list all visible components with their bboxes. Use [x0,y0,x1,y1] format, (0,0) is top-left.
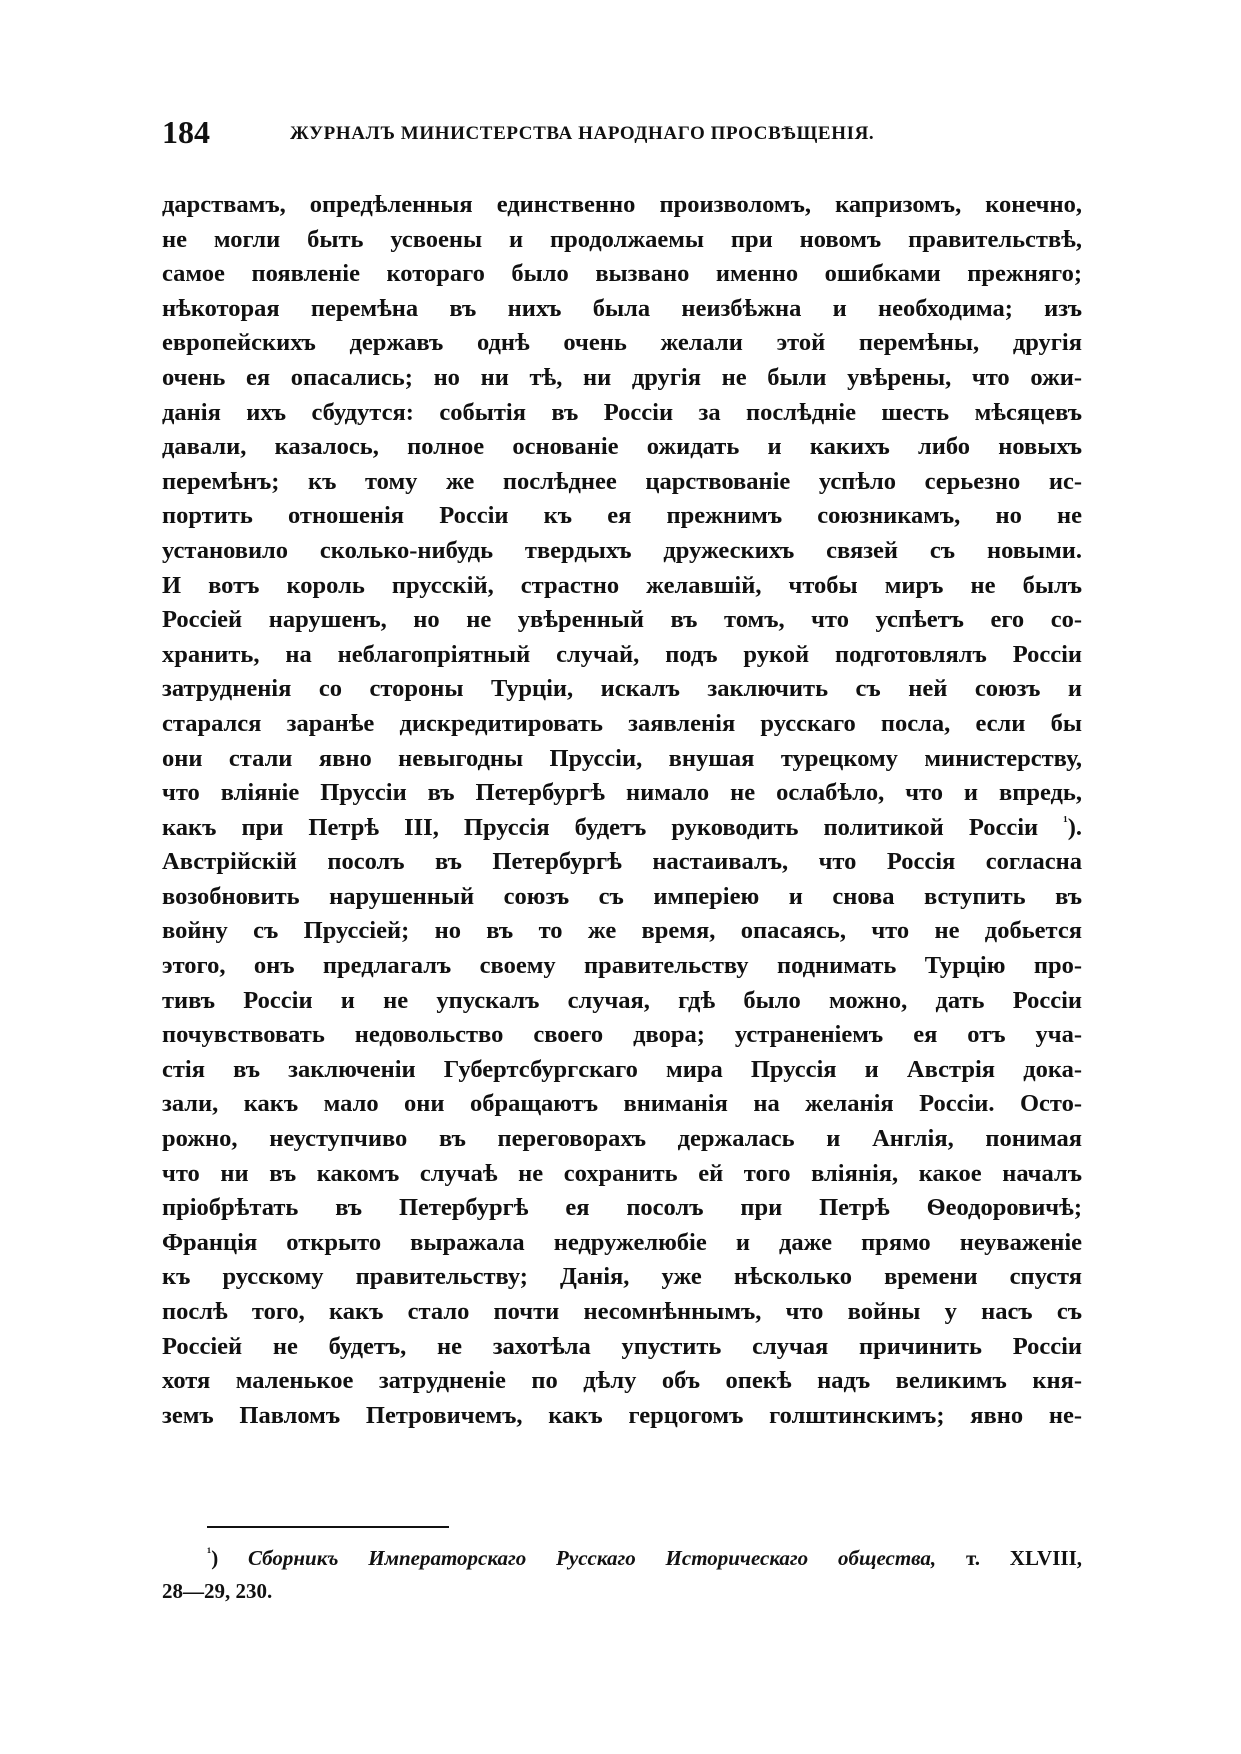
footnote-divider [207,1526,449,1528]
text-line: Австрійскій посолъ въ Петербургѣ настаивалъ, что Россія согласна [162,848,1082,876]
text-line: нѣкоторая перемѣна въ нихъ была неизбѣжна и необходима; изъ [162,294,1082,322]
footnote-volume: т. XLVIII, [966,1546,1082,1570]
running-title: ЖУРНАЛЪ МИНИСТЕРСТВА НАРОДНАГО ПРОСВѢЩЕНІЯ. [290,123,875,144]
footnote-line [207,1542,1082,1575]
text-line: данія ихъ сбудутся: событія въ Россіи за послѣдніе шесть мѣсяцевъ [162,398,1082,426]
footnote-pages: 28—29, 230. [162,1579,273,1603]
footnote-source-title: Сборникъ Императорскаго Русскаго Историческаго общества, [248,1546,937,1570]
text-line: этого, онъ предлагалъ своему правительству поднимать Турцію про- [162,952,1082,980]
text-line: стія въ заключеніи Губертсбургскаго мира Пруссія и Австрія дока- [162,1055,1082,1083]
text-line: не могли быть усвоены и продолжаемы при новомъ правительствѣ, [162,225,1082,253]
text-line: дарствамъ, опредѣленныя единственно произволомъ, капризомъ, конечно, [162,191,1082,218]
page-header [162,112,1082,152]
text-line: къ русскому правительству; Данія, уже нѣсколько времени спустя [162,1263,1082,1291]
text-line: Россіей нарушенъ, но не увѣренный въ томъ, что успѣетъ его со- [162,606,1082,634]
text-line: старался заранѣе дискредитировать заявленія русскаго посла, если бы [162,709,1082,737]
text-line: пріобрѣтать въ Петербургѣ ея посолъ при Петрѣ Ѳеодоровичѣ; [162,1194,1082,1222]
text-line: войну съ Пруссіей; но въ то же время, опасаясь, что не добьется [162,917,1082,945]
text-line: земъ Павломъ Петровичемъ, какъ герцогомъ голштинскимъ; явно не- [162,1401,1082,1429]
text-line: почувствовать недовольство своего двора; устраненіемъ ея отъ уча- [162,1021,1082,1049]
text-line: хранить, на неблагопріятный случай, подъ рукой подготовлялъ Россіи [162,640,1082,668]
text-line: портить отношенія Россіи къ ея прежнимъ союзникамъ, но не [162,502,1082,530]
footnote-mark-tail: ) [211,1546,219,1570]
text-line-with-footnote-ref [162,811,1082,846]
text-line: хотя маленькое затрудненіе по дѣлу объ опекѣ надъ великимъ кня- [162,1367,1082,1395]
text-line: давали, казалось, полное основаніе ожидать и какихъ либо новыхъ [162,433,1082,461]
text-line: зали, какъ мало они обращаютъ вниманія на желанія Россіи. Осто- [162,1090,1082,1118]
footnote [162,1542,1082,1608]
text-line: самое появленіе котораго было вызвано именно ошибками прежняго; [162,260,1082,288]
page-number: 184 [162,114,210,150]
text-line: Россіей не будетъ, не захотѣла упустить случая причинить Россіи [162,1332,1082,1360]
footnote-ref-mark: ¹ [1063,813,1068,830]
text-line: что ни въ какомъ случаѣ не сохранить ей того вліянія, какое началъ [162,1159,1082,1187]
text-line-content: какъ при Петрѣ III, Пруссія будетъ руководить политикой Россіи [162,813,1039,841]
text-line: послѣ того, какъ стало почти несомнѣннымъ, что войны у насъ съ [162,1298,1082,1325]
text-line: перемѣнъ; къ тому же послѣднее царствованіе успѣло серьезно ис- [162,467,1082,495]
text-line: возобновить нарушенный союзъ съ имперіею и снова вступить въ [162,882,1082,910]
text-line: рожно, неуступчиво въ переговорахъ держалась и Англія, понимая [162,1125,1082,1153]
text-line: тивъ Россіи и не упускалъ случая, гдѣ было можно, дать Россіи [162,986,1082,1014]
text-line: очень ея опасались; но ни тѣ, ни другія не были увѣрены, что ожи- [162,363,1082,391]
footnote-mark: ¹ [207,1546,212,1561]
text-line: затрудненія со стороны Турціи, искалъ заключить съ ней союзъ и [162,675,1082,703]
footnote-ref-tail: ). [1067,813,1082,841]
text-line: установило сколько-нибудь твердыхъ дружескихъ связей съ новыми. [162,536,1082,564]
text-line: что вліяніе Пруссіи въ Петербургѣ нимало не ослабѣло, что и впредь, [162,779,1082,807]
text-line: И вотъ король прусскій, страстно желавшій, чтобы миръ не былъ [162,571,1082,599]
body-text [162,188,1082,1433]
text-line: Франція открыто выражала недружелюбіе и даже прямо неуваженіе [162,1228,1082,1256]
text-line: европейскихъ державъ однѣ очень желали этой перемѣны, другія [162,329,1082,357]
text-line: они стали явно невыгодны Пруссіи, внушая турецкому министерству, [162,744,1082,772]
